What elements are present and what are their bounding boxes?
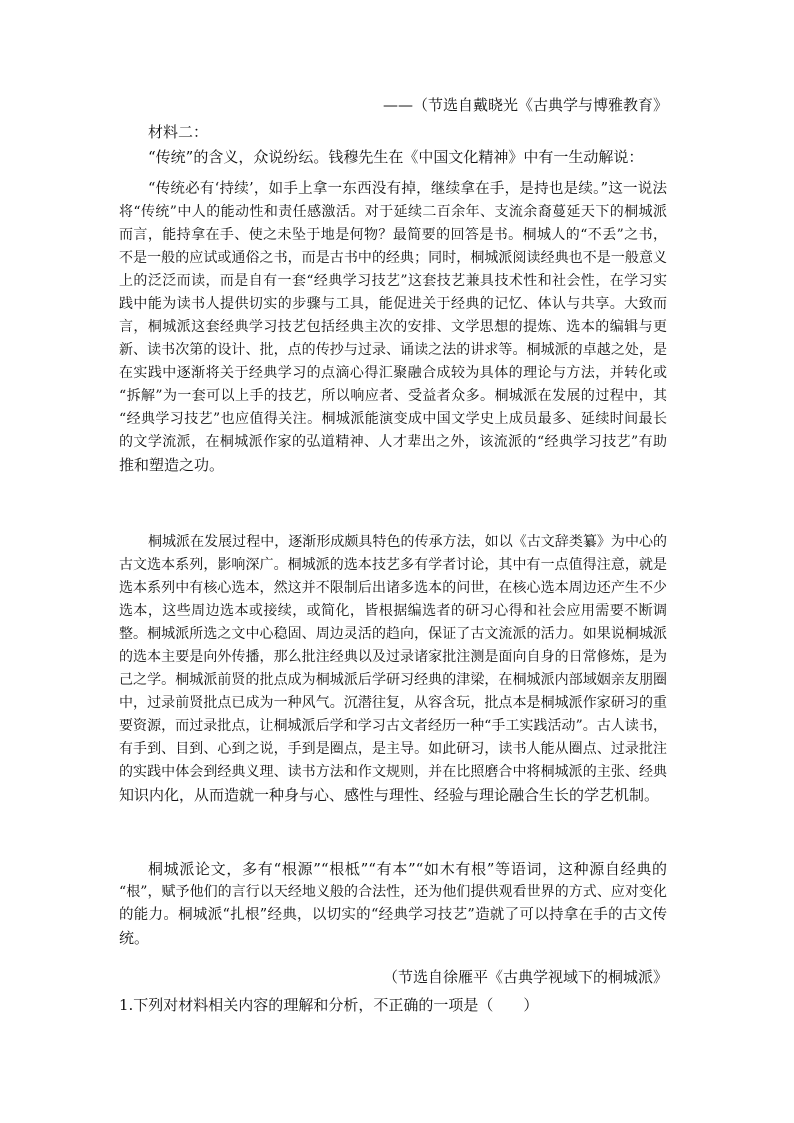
paragraph-line: 桐城派论文，多有“根源”“根柢”“有本”“如木有根”等语词，这种源自经典的 <box>148 860 667 878</box>
paragraph-line: 上的泛泛而读，而是自有一套“经典学习技艺”这套技艺兼具技术性和社会性，在学习实 <box>119 273 667 289</box>
material-heading: 材料二： <box>148 123 209 141</box>
source-citation-top: ——（节选自戴晓光《古典学与博雅教育》 <box>382 96 668 114</box>
paragraph-line: 中，过录前贤批点已成为一种风气。沉潜往复，从容含玩，批点本是桐城派作家研习的重 <box>119 695 667 711</box>
paragraph-line: 知识内化，从而造就一种身与心、感性与理性、经验与理论融合生长的学艺机制。 <box>119 786 660 804</box>
paragraph-line: 新、读书次第的设计、批，点的传抄与过录、诵读之法的讲求等。桐城派的卓越之处，是 <box>119 342 667 358</box>
paragraph-line: “拆解”为一套可以上手的技艺，所以响应者、受益者众多。桐城派在发展的过程中，其 <box>119 388 667 404</box>
paragraph-line: “传统”的含义，众说纷纭。钱穆先生在《中国文化精神》中有一生动解说： <box>148 148 644 166</box>
paragraph-line: “传统必有‘持续’，如手上拿一东西没有掉，继续拿在手，是持也是续。”这一说法 <box>148 181 667 197</box>
paragraph-line: 而言，能持拿在手、使之未坠于地是何物？最简要的回答是书。桐城人的“不丢”之书， <box>119 227 667 243</box>
paragraph-line: “根”，赋予他们的言行以天经地义般的合法性，还为他们提供观看世界的方式、应对变化 <box>119 884 667 900</box>
paragraph-line: 整。桐城派所选之文中心稳固、周边灵活的趋向，保证了古文流派的活力。如果说桐城派 <box>119 626 667 642</box>
paragraph-line: 言，桐城派这套经典学习技艺包括经典主次的安排、文学思想的提炼、选本的编辑与更 <box>119 319 667 335</box>
paragraph-line: 选本系列中有核心选本，然这并不限制后出诸多选本的问世，在核心选本周边还产生不少 <box>119 580 667 596</box>
paragraph-line: 践中能为读书人提供切实的步骤与工具，能促进关于经典的记忆、体认与共享。大致而 <box>119 296 667 312</box>
paragraph-line: 古文选本系列，影响深广。桐城派的选本技艺多有学者讨论，其中有一点值得注意，就是 <box>119 557 667 573</box>
paragraph-2 <box>119 178 667 477</box>
material-heading-block <box>119 121 667 144</box>
paragraph-line: 的实践中体会到经典义理、读书方法和作文规则，并在比照磨合中将桐城派的主张、经典 <box>119 764 667 780</box>
paragraph-line: 要资源，而过录批点，让桐城派后学和学习古文者经历一种“手工实践活动”。古人读书， <box>119 718 667 734</box>
paragraph-line: 桐城派在发展过程中，逐渐形成颇具特色的传承方法，如以《古文辞类纂》为中心的 <box>148 534 667 550</box>
paragraph-line: 有手到、目到、心到之说，手到是圈点，是主导。如此研习，读书人能从圈点、过录批注 <box>119 741 667 757</box>
paragraph-line: 的选本主要是向外传播，那么批注经典以及过录诸家批注测是面向自身的日常修炼，是为 <box>119 649 667 665</box>
question-1: 1.下列对材料相关内容的理解和分析，不正确的一项是（ ） <box>119 996 539 1014</box>
paragraph-3 <box>119 531 667 807</box>
paragraph-4 <box>119 858 667 950</box>
paragraph-line: “经典学习技艺”也应值得关注。桐城派能演变成中国文学史上成员最多、延续时间最长 <box>119 411 667 427</box>
source-citation-bottom: （节选自徐雁平《古典学视域下的桐城派》 <box>382 968 668 986</box>
paragraph-1 <box>119 146 667 169</box>
paragraph-line: 的能力。桐城派“扎根”经典，以切实的“经典学习技艺”造就了可以持拿在手的古文传 <box>119 907 667 923</box>
paragraph-line: 不是一般的应试或通俗之书，而是古书中的经典；同时，桐城派阅读经典也不是一般意义 <box>119 250 667 266</box>
paragraph-line: 的文学流派，在桐城派作家的弘道精神、人才辈出之外，该流派的“经典学习技艺”有助 <box>119 434 667 450</box>
paragraph-line: 选本，这些周边选本或接续，或简化，皆根据编选者的研习心得和社会应用需要不断调 <box>119 603 667 619</box>
paragraph-line: 推和塑造之功。 <box>119 456 225 474</box>
paragraph-line: 在实践中逐渐将关于经典学习的点滴心得汇聚融合成较为具体的理论与方法，并转化或 <box>119 365 667 381</box>
paragraph-line: 将“传统”中人的能动性和责任感激活。对于延续二百余年、支流余裔蔓延天下的桐城派 <box>119 204 667 220</box>
paragraph-line: 统。 <box>119 929 150 947</box>
paragraph-line: 己之学。桐城派前贤的批点成为桐城派后学研习经典的津梁，在桐城派内部域姻亲友朋圈 <box>119 672 667 688</box>
